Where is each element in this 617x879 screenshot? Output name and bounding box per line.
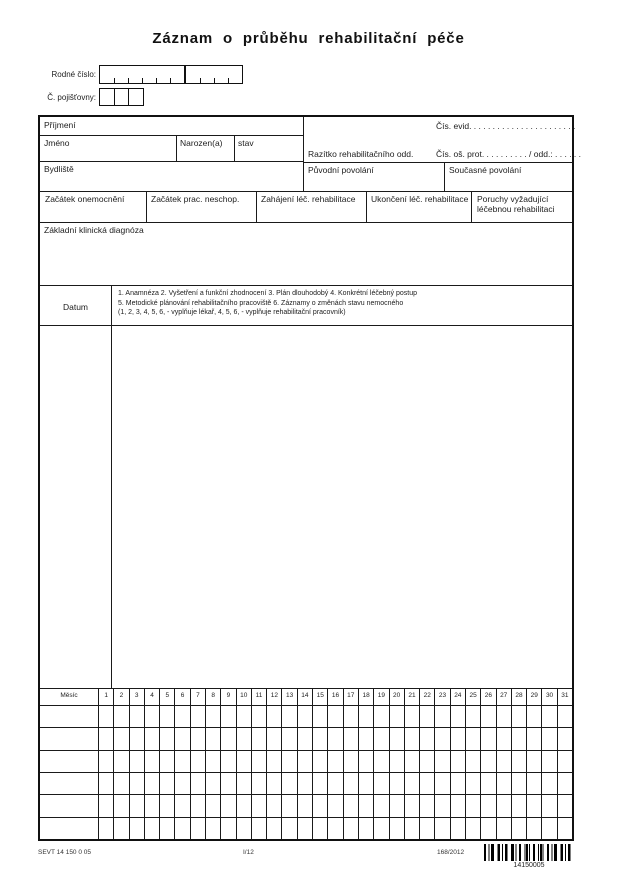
day-entry-cell [297, 705, 312, 727]
month-label: Měsíc [60, 692, 78, 699]
day-entry-cell [343, 705, 358, 727]
day-entry-cell [159, 817, 174, 839]
day-entry-cell [297, 794, 312, 816]
firstname-label: Jméno [44, 138, 70, 148]
instructions-text [118, 289, 564, 318]
day-entry-cell [113, 794, 128, 816]
stamp-label: Razítko rehabilitačního odd. [308, 149, 414, 159]
day-entry-cell [511, 817, 526, 839]
day-entry-cell [450, 727, 465, 749]
day-entry-cell [144, 817, 159, 839]
day-entry-cell [343, 727, 358, 749]
day-header-cell: 10 [236, 689, 251, 705]
birth-number-cell [114, 66, 128, 83]
day-entry-cell [343, 794, 358, 816]
day-entry-cell [434, 794, 449, 816]
day-entry-cell [144, 705, 159, 727]
day-entry-cell [327, 750, 342, 772]
day-entry-cell [220, 794, 235, 816]
day-entry-cell [113, 817, 128, 839]
day-entry-cell [327, 817, 342, 839]
day-entry-cell [190, 750, 205, 772]
day-entry-cell [190, 727, 205, 749]
day-entry-cell [144, 750, 159, 772]
day-header-cell: 9 [220, 689, 235, 705]
day-header-cell: 17 [343, 689, 358, 705]
day-entry-cell [281, 794, 296, 816]
day-entry-cell [297, 750, 312, 772]
day-entry-cell [236, 794, 251, 816]
day-entry-cell [480, 727, 495, 749]
day-header-cell: 2 [113, 689, 128, 705]
day-entry-cell [98, 750, 113, 772]
day-entry-cell [129, 705, 144, 727]
day-entry-cell [236, 772, 251, 794]
day-entry-cell [419, 705, 434, 727]
divider-line [40, 325, 572, 326]
day-entry-cell [205, 750, 220, 772]
day-entry-cell [358, 772, 373, 794]
day-header-cell: 25 [465, 689, 480, 705]
main-form-table [38, 115, 582, 841]
day-entry-cell [419, 750, 434, 772]
day-entry-cell [450, 705, 465, 727]
birth-number-cell [214, 66, 228, 83]
day-entry-cell [129, 794, 144, 816]
day-entry-cell [190, 817, 205, 839]
day-entry-cell [281, 750, 296, 772]
day-entry-cell [205, 772, 220, 794]
day-header-cell: 6 [174, 689, 189, 705]
form-title: Záznam o průběhu rehabilitační péče [152, 30, 465, 47]
birth-number-label: Rodné číslo: [51, 70, 96, 79]
day-header-cell: 29 [526, 689, 541, 705]
day-entry-cell [373, 727, 388, 749]
day-entry-cell [358, 817, 373, 839]
day-entry-cell [236, 817, 251, 839]
day-entry-cell [312, 750, 327, 772]
day-entry-cell [98, 817, 113, 839]
day-entry-cell [266, 727, 281, 749]
divider-line [444, 162, 445, 191]
illness-start-label: Začátek onemocnění [45, 194, 125, 204]
day-entry-cell [541, 772, 556, 794]
birth-number-cell [200, 66, 214, 83]
day-entry-cell [419, 772, 434, 794]
day-header-cell: 31 [557, 689, 572, 705]
day-entry-cell [480, 705, 495, 727]
day-header-cell: 8 [205, 689, 220, 705]
disorders-label: Poruchy vyžadující léčebnou rehabilitaci [477, 194, 555, 214]
day-entry-cell [450, 794, 465, 816]
divider-line [146, 191, 147, 222]
day-entry-cell [129, 750, 144, 772]
day-entry-cell [434, 817, 449, 839]
day-entry-cell [404, 727, 419, 749]
day-entry-cell [159, 727, 174, 749]
day-entry-cell [129, 817, 144, 839]
day-entry-cell [373, 705, 388, 727]
divider-line [303, 162, 572, 163]
day-entry-cell [404, 750, 419, 772]
day-entry-cell [236, 750, 251, 772]
rehab-start-label: Zahájení léč. rehabilitace [261, 194, 356, 204]
day-entry-cell [465, 772, 480, 794]
day-entry-cell [343, 750, 358, 772]
divider-line [40, 285, 572, 286]
insurance-number-box [99, 88, 144, 106]
day-entry-cell [526, 772, 541, 794]
day-entry-cell [159, 705, 174, 727]
birth-number-cell [100, 66, 114, 83]
divider-line [471, 191, 472, 222]
divider-line [176, 135, 177, 161]
day-entry-cell [266, 750, 281, 772]
day-entry-cell [144, 772, 159, 794]
day-entry-cell [404, 794, 419, 816]
day-entry-cell [480, 750, 495, 772]
divider-line [234, 135, 235, 161]
day-entry-cell [358, 750, 373, 772]
day-entry-cell [511, 705, 526, 727]
day-entry-cell [404, 817, 419, 839]
day-header-cell: 14 [297, 689, 312, 705]
barcode [484, 844, 574, 861]
day-entry-cell [541, 727, 556, 749]
day-header-cell: 1 [98, 689, 113, 705]
day-entry-cell [557, 772, 572, 794]
instructions-line-2: 5. Metodické plánování rehabilitačního pracoviště 6. Záznamy o změnách stavu nemocného [118, 299, 404, 307]
born-label: Narozen(a) [180, 138, 223, 148]
day-entry-cell [297, 817, 312, 839]
insurance-number-cell [129, 89, 143, 105]
day-entry-cell [159, 772, 174, 794]
day-header-cell: 12 [266, 689, 281, 705]
month-row-label-cell [40, 727, 98, 749]
day-entry-cell [98, 794, 113, 816]
day-entry-cell [419, 727, 434, 749]
birth-number-cell [228, 66, 242, 83]
day-entry-cell [266, 794, 281, 816]
day-entry-cell [496, 727, 511, 749]
address-label: Bydliště [44, 164, 74, 174]
day-entry-cell [281, 727, 296, 749]
divider-line [40, 161, 303, 162]
month-row-label-cell [40, 772, 98, 794]
instructions-line-1: 1. Anamnéza 2. Vyšetření a funkční zhodnocení 3. Plán dlouhodobý 4. Konkrétní léčebný postup [118, 290, 417, 297]
day-entry-cell [113, 750, 128, 772]
day-entry-cell [327, 727, 342, 749]
footer-form-code: SEVT 14 150 0 05 [38, 849, 92, 856]
day-entry-cell [251, 817, 266, 839]
day-entry-cell [496, 750, 511, 772]
day-entry-cell [327, 705, 342, 727]
day-entry-cell [190, 705, 205, 727]
day-entry-cell [373, 794, 388, 816]
day-entry-cell [281, 817, 296, 839]
divider-line [303, 117, 304, 192]
day-header-cell: 20 [389, 689, 404, 705]
day-entry-cell [480, 772, 495, 794]
original-occupation-label: Původní povolání [308, 165, 374, 175]
day-header-cell: 15 [312, 689, 327, 705]
day-entry-cell [205, 705, 220, 727]
footer-order-number: 168/2012 [437, 849, 465, 856]
diagnosis-label: Základní klinická diagnóza [44, 225, 144, 235]
day-entry-cell [312, 772, 327, 794]
day-entry-cell [159, 750, 174, 772]
day-entry-cell [450, 817, 465, 839]
day-entry-cell [557, 705, 572, 727]
instructions-line-3: (1, 2, 3, 4, 5, 6, - vyplňuje lékař, 4, 5, 6, - vyplňuje rehabilitační pracovník) [118, 309, 346, 316]
day-entry-cell [98, 705, 113, 727]
birth-number-cell [170, 66, 186, 83]
day-entry-cell [327, 772, 342, 794]
day-entry-cell [373, 817, 388, 839]
day-entry-cell [465, 750, 480, 772]
day-entry-cell [511, 750, 526, 772]
day-entry-cell [236, 727, 251, 749]
day-entry-cell [434, 750, 449, 772]
current-occupation-label: Současné povolání [449, 165, 522, 175]
day-entry-cell [220, 705, 235, 727]
day-entry-cell [404, 772, 419, 794]
day-entry-cell [358, 727, 373, 749]
day-header-cell: 30 [541, 689, 556, 705]
day-entry-cell [251, 750, 266, 772]
day-entry-cell [557, 817, 572, 839]
day-entry-cell [220, 727, 235, 749]
barcode-number: 14150005 [513, 862, 545, 869]
day-entry-cell [404, 705, 419, 727]
day-entry-cell [312, 794, 327, 816]
day-entry-cell [281, 705, 296, 727]
month-row-label-cell [40, 794, 98, 816]
day-header-cell: 22 [419, 689, 434, 705]
day-entry-cell [526, 727, 541, 749]
birth-number-box [99, 65, 243, 84]
day-entry-cell [281, 772, 296, 794]
day-entry-cell [541, 794, 556, 816]
day-entry-cell [266, 772, 281, 794]
birth-number-cell [128, 66, 142, 83]
day-header-cell: 18 [358, 689, 373, 705]
day-entry-cell [526, 794, 541, 816]
day-entry-cell [174, 772, 189, 794]
surname-label: Příjmení [44, 120, 76, 130]
day-entry-cell [526, 705, 541, 727]
divider-line [256, 191, 257, 222]
day-entry-cell [312, 817, 327, 839]
day-entry-cell [190, 794, 205, 816]
day-entry-cell [174, 727, 189, 749]
birth-number-cell [186, 66, 200, 83]
day-entry-cell [389, 750, 404, 772]
day-header-cell: 13 [281, 689, 296, 705]
day-entry-cell [511, 772, 526, 794]
birth-number-cell [156, 66, 170, 83]
day-header-cell: 4 [144, 689, 159, 705]
day-entry-cell [266, 705, 281, 727]
date-column-label: Datum [62, 302, 89, 312]
day-entry-cell [496, 794, 511, 816]
day-entry-cell [297, 727, 312, 749]
day-entry-cell [343, 817, 358, 839]
day-entry-cell [251, 772, 266, 794]
month-row-label-cell [40, 817, 98, 839]
day-header-cell: 7 [190, 689, 205, 705]
day-entry-cell [251, 794, 266, 816]
divider-line [40, 135, 303, 136]
insurance-number-label: Č. pojišťovny: [47, 93, 96, 102]
insurance-number-cell [115, 89, 130, 105]
day-entry-cell [541, 817, 556, 839]
day-entry-cell [496, 817, 511, 839]
day-header-cell: 24 [450, 689, 465, 705]
day-entry-cell [220, 772, 235, 794]
day-entry-cell [434, 705, 449, 727]
day-entry-cell [358, 705, 373, 727]
day-header-cell: 16 [327, 689, 342, 705]
day-entry-cell [419, 817, 434, 839]
day-entry-cell [496, 705, 511, 727]
day-entry-cell [251, 727, 266, 749]
day-entry-cell [465, 705, 480, 727]
day-entry-cell [373, 750, 388, 772]
day-entry-cell [389, 705, 404, 727]
day-entry-cell [297, 772, 312, 794]
day-entry-cell [236, 705, 251, 727]
day-entry-cell [480, 817, 495, 839]
day-header-cell: 11 [251, 689, 266, 705]
date-column-divider [111, 285, 112, 688]
day-entry-cell [174, 794, 189, 816]
day-entry-cell [98, 727, 113, 749]
divider-line [366, 191, 367, 222]
evid-number-label: Čís. evid. . . . . . . . . . . . . . . . . . . . . . . [436, 121, 576, 131]
day-entry-cell [113, 727, 128, 749]
day-entry-cell [159, 794, 174, 816]
footer-edition: I/12 [243, 849, 254, 856]
day-entry-cell [129, 727, 144, 749]
divider-line [40, 191, 572, 192]
day-entry-cell [450, 772, 465, 794]
day-entry-cell [220, 750, 235, 772]
day-header-cell: 21 [404, 689, 419, 705]
insurance-number-cell [100, 89, 115, 105]
day-entry-cell [251, 705, 266, 727]
rehab-end-label: Ukončení léč. rehabilitace [371, 194, 469, 204]
day-entry-cell [98, 772, 113, 794]
month-row-label-cell [40, 705, 98, 727]
day-entry-cell [312, 727, 327, 749]
protocol-number-label: Čís. oš. prot. . . . . . . . . . / odd.: . . . . . . [436, 149, 582, 159]
day-entry-cell [389, 817, 404, 839]
day-header-cell: 23 [434, 689, 449, 705]
day-entry-cell [389, 794, 404, 816]
day-header-cell: 3 [129, 689, 144, 705]
day-entry-cell [389, 727, 404, 749]
day-entry-cell [327, 794, 342, 816]
day-header-cell: 28 [511, 689, 526, 705]
day-entry-cell [205, 794, 220, 816]
day-entry-cell [343, 772, 358, 794]
day-entry-cell [434, 772, 449, 794]
day-entry-cell [358, 794, 373, 816]
day-entry-cell [312, 705, 327, 727]
day-entry-cell [144, 727, 159, 749]
day-entry-cell [557, 727, 572, 749]
birth-number-cell [142, 66, 156, 83]
day-entry-cell [541, 750, 556, 772]
day-entry-cell [434, 727, 449, 749]
day-entry-cell [465, 794, 480, 816]
day-entry-cell [496, 772, 511, 794]
day-entry-cell [144, 794, 159, 816]
divider-line [40, 222, 572, 223]
day-entry-cell [541, 705, 556, 727]
day-entry-cell [174, 750, 189, 772]
day-entry-cell [113, 705, 128, 727]
day-entry-cell [373, 772, 388, 794]
day-entry-cell [266, 817, 281, 839]
day-entry-cell [465, 817, 480, 839]
day-entry-cell [480, 794, 495, 816]
day-entry-cell [174, 817, 189, 839]
day-header-cell: 5 [159, 689, 174, 705]
day-entry-cell [174, 705, 189, 727]
day-entry-cell [220, 817, 235, 839]
day-entry-cell [557, 750, 572, 772]
day-header-cell: 26 [480, 689, 495, 705]
day-entry-cell [557, 794, 572, 816]
marital-status-label: stav [238, 138, 254, 148]
day-entry-cell [465, 727, 480, 749]
incapacity-start-label: Začátek prac. neschop. [151, 194, 240, 204]
day-entry-cell [190, 772, 205, 794]
day-entry-cell [419, 794, 434, 816]
day-entry-cell [526, 817, 541, 839]
day-entry-cell [113, 772, 128, 794]
day-entry-cell [129, 772, 144, 794]
month-day-grid [40, 688, 572, 839]
day-header-cell: 19 [373, 689, 388, 705]
day-entry-cell [205, 817, 220, 839]
month-row-label-cell [40, 750, 98, 772]
day-entry-cell [511, 727, 526, 749]
day-entry-cell [511, 794, 526, 816]
day-entry-cell [389, 772, 404, 794]
day-entry-cell [205, 727, 220, 749]
day-entry-cell [526, 750, 541, 772]
day-entry-cell [450, 750, 465, 772]
day-header-cell: 27 [496, 689, 511, 705]
